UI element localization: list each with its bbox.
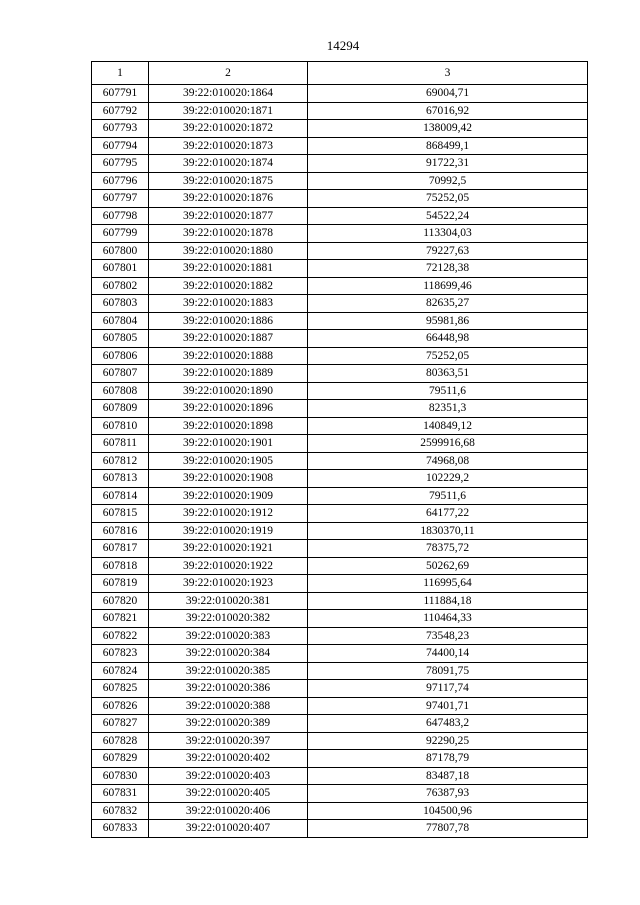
row-number-cell: 607832 [92,802,149,820]
table-row [92,522,588,540]
registry-table [91,61,588,838]
value-cell: 110464,33 [308,610,588,628]
row-number-cell: 607791 [92,85,149,103]
value-cell: 104500,96 [308,802,588,820]
row-number-cell: 607831 [92,785,149,803]
table-row [92,750,588,768]
value-cell: 54522,24 [308,207,588,225]
cadastral-number-cell: 39:22:010020:1905 [149,452,308,470]
cadastral-number-cell: 39:22:010020:1898 [149,417,308,435]
cadastral-number-cell: 39:22:010020:405 [149,785,308,803]
cadastral-number-cell: 39:22:010020:1873 [149,137,308,155]
value-cell: 102229,2 [308,470,588,488]
value-cell: 95981,86 [308,312,588,330]
value-cell: 1830370,11 [308,522,588,540]
row-number-cell: 607812 [92,452,149,470]
table-row [92,400,588,418]
row-number-cell: 607807 [92,365,149,383]
cadastral-number-cell: 39:22:010020:1878 [149,225,308,243]
table-row [92,557,588,575]
row-number-cell: 607805 [92,330,149,348]
value-cell: 868499,1 [308,137,588,155]
row-number-cell: 607814 [92,487,149,505]
table-row [92,417,588,435]
value-cell: 72128,38 [308,260,588,278]
value-cell: 111884,18 [308,592,588,610]
cadastral-number-cell: 39:22:010020:407 [149,820,308,838]
table-row [92,627,588,645]
row-number-cell: 607811 [92,435,149,453]
value-cell: 116995,64 [308,575,588,593]
value-cell: 78375,72 [308,540,588,558]
table-row [92,382,588,400]
row-number-cell: 607793 [92,120,149,138]
table-row [92,487,588,505]
cadastral-number-cell: 39:22:010020:1883 [149,295,308,313]
value-cell: 82351,3 [308,400,588,418]
row-number-cell: 607798 [92,207,149,225]
cadastral-number-cell: 39:22:010020:389 [149,715,308,733]
cadastral-number-cell: 39:22:010020:1888 [149,347,308,365]
row-number-cell: 607827 [92,715,149,733]
row-number-cell: 607822 [92,627,149,645]
value-cell: 77807,78 [308,820,588,838]
cadastral-number-cell: 39:22:010020:381 [149,592,308,610]
table-row [92,732,588,750]
row-number-cell: 607792 [92,102,149,120]
cadastral-number-cell: 39:22:010020:1872 [149,120,308,138]
cadastral-number-cell: 39:22:010020:1877 [149,207,308,225]
table-row [92,610,588,628]
cadastral-number-cell: 39:22:010020:1880 [149,242,308,260]
table-row [92,365,588,383]
cadastral-number-cell: 39:22:010020:403 [149,767,308,785]
row-number-cell: 607796 [92,172,149,190]
cadastral-number-cell: 39:22:010020:1876 [149,190,308,208]
cadastral-number-cell: 39:22:010020:1889 [149,365,308,383]
value-cell: 2599916,68 [308,435,588,453]
row-number-cell: 607815 [92,505,149,523]
value-cell: 83487,18 [308,767,588,785]
row-number-cell: 607821 [92,610,149,628]
table-row [92,715,588,733]
value-cell: 78091,75 [308,662,588,680]
table-row [92,347,588,365]
value-cell: 67016,92 [308,102,588,120]
table-row [92,802,588,820]
cadastral-number-cell: 39:22:010020:386 [149,680,308,698]
cadastral-number-cell: 39:22:010020:1881 [149,260,308,278]
row-number-cell: 607817 [92,540,149,558]
table-row [92,820,588,838]
value-cell: 647483,2 [308,715,588,733]
value-cell: 140849,12 [308,417,588,435]
table-row [92,470,588,488]
cadastral-number-cell: 39:22:010020:1901 [149,435,308,453]
row-number-cell: 607803 [92,295,149,313]
value-cell: 50262,69 [308,557,588,575]
value-cell: 87178,79 [308,750,588,768]
cadastral-number-cell: 39:22:010020:1882 [149,277,308,295]
row-number-cell: 607824 [92,662,149,680]
column-header-2: 2 [149,62,308,85]
cadastral-number-cell: 39:22:010020:1908 [149,470,308,488]
table-row [92,260,588,278]
table-row [92,85,588,103]
row-number-cell: 607795 [92,155,149,173]
cadastral-number-cell: 39:22:010020:402 [149,750,308,768]
cadastral-number-cell: 39:22:010020:1912 [149,505,308,523]
cadastral-number-cell: 39:22:010020:1871 [149,102,308,120]
table-row [92,120,588,138]
table-row [92,225,588,243]
table-row [92,190,588,208]
table-row [92,767,588,785]
row-number-cell: 607828 [92,732,149,750]
value-cell: 64177,22 [308,505,588,523]
table-row [92,680,588,698]
cadastral-number-cell: 39:22:010020:1923 [149,575,308,593]
cadastral-number-cell: 39:22:010020:1909 [149,487,308,505]
row-number-cell: 607823 [92,645,149,663]
row-number-cell: 607797 [92,190,149,208]
value-cell: 91722,31 [308,155,588,173]
header-row [92,62,588,85]
value-cell: 97401,71 [308,697,588,715]
cadastral-number-cell: 39:22:010020:1922 [149,557,308,575]
cadastral-number-cell: 39:22:010020:1919 [149,522,308,540]
row-number-cell: 607800 [92,242,149,260]
row-number-cell: 607818 [92,557,149,575]
value-cell: 66448,98 [308,330,588,348]
value-cell: 80363,51 [308,365,588,383]
cadastral-number-cell: 39:22:010020:1886 [149,312,308,330]
table-row [92,137,588,155]
table-row [92,155,588,173]
cadastral-number-cell: 39:22:010020:1921 [149,540,308,558]
cadastral-number-cell: 39:22:010020:397 [149,732,308,750]
value-cell: 92290,25 [308,732,588,750]
row-number-cell: 607799 [92,225,149,243]
value-cell: 138009,42 [308,120,588,138]
table-row [92,330,588,348]
table-row [92,592,588,610]
table-row [92,785,588,803]
table-row [92,207,588,225]
cadastral-number-cell: 39:22:010020:385 [149,662,308,680]
column-header-3: 3 [308,62,588,85]
row-number-cell: 607801 [92,260,149,278]
row-number-cell: 607826 [92,697,149,715]
table-row [92,295,588,313]
value-cell: 97117,74 [308,680,588,698]
cadastral-number-cell: 39:22:010020:1896 [149,400,308,418]
cadastral-number-cell: 39:22:010020:406 [149,802,308,820]
cadastral-number-cell: 39:22:010020:1874 [149,155,308,173]
row-number-cell: 607819 [92,575,149,593]
row-number-cell: 607829 [92,750,149,768]
row-number-cell: 607820 [92,592,149,610]
value-cell: 73548,23 [308,627,588,645]
cadastral-number-cell: 39:22:010020:1890 [149,382,308,400]
cadastral-number-cell: 39:22:010020:1864 [149,85,308,103]
value-cell: 69004,71 [308,85,588,103]
table-row [92,697,588,715]
row-number-cell: 607825 [92,680,149,698]
row-number-cell: 607804 [92,312,149,330]
value-cell: 118699,46 [308,277,588,295]
cadastral-number-cell: 39:22:010020:1875 [149,172,308,190]
table-row [92,242,588,260]
table-row [92,277,588,295]
row-number-cell: 607809 [92,400,149,418]
table-body [92,85,588,838]
value-cell: 76387,93 [308,785,588,803]
column-header-1: 1 [92,62,149,85]
table-row [92,540,588,558]
table-row [92,452,588,470]
value-cell: 79511,6 [308,487,588,505]
table-row [92,645,588,663]
table-row [92,435,588,453]
row-number-cell: 607830 [92,767,149,785]
table-header [92,62,588,85]
cadastral-number-cell: 39:22:010020:384 [149,645,308,663]
value-cell: 75252,05 [308,190,588,208]
cadastral-number-cell: 39:22:010020:382 [149,610,308,628]
value-cell: 79511,6 [308,382,588,400]
row-number-cell: 607813 [92,470,149,488]
table-row [92,505,588,523]
cadastral-number-cell: 39:22:010020:383 [149,627,308,645]
row-number-cell: 607816 [92,522,149,540]
cadastral-number-cell: 39:22:010020:388 [149,697,308,715]
value-cell: 113304,03 [308,225,588,243]
table-row [92,102,588,120]
row-number-cell: 607833 [92,820,149,838]
table-row [92,662,588,680]
table-row [92,172,588,190]
row-number-cell: 607810 [92,417,149,435]
table-row [92,575,588,593]
value-cell: 74968,08 [308,452,588,470]
row-number-cell: 607806 [92,347,149,365]
value-cell: 79227,63 [308,242,588,260]
table-row [92,312,588,330]
row-number-cell: 607802 [92,277,149,295]
cadastral-number-cell: 39:22:010020:1887 [149,330,308,348]
value-cell: 82635,27 [308,295,588,313]
value-cell: 74400,14 [308,645,588,663]
row-number-cell: 607794 [92,137,149,155]
page-number: 14294 [326,38,360,53]
value-cell: 75252,05 [308,347,588,365]
row-number-cell: 607808 [92,382,149,400]
value-cell: 70992,5 [308,172,588,190]
